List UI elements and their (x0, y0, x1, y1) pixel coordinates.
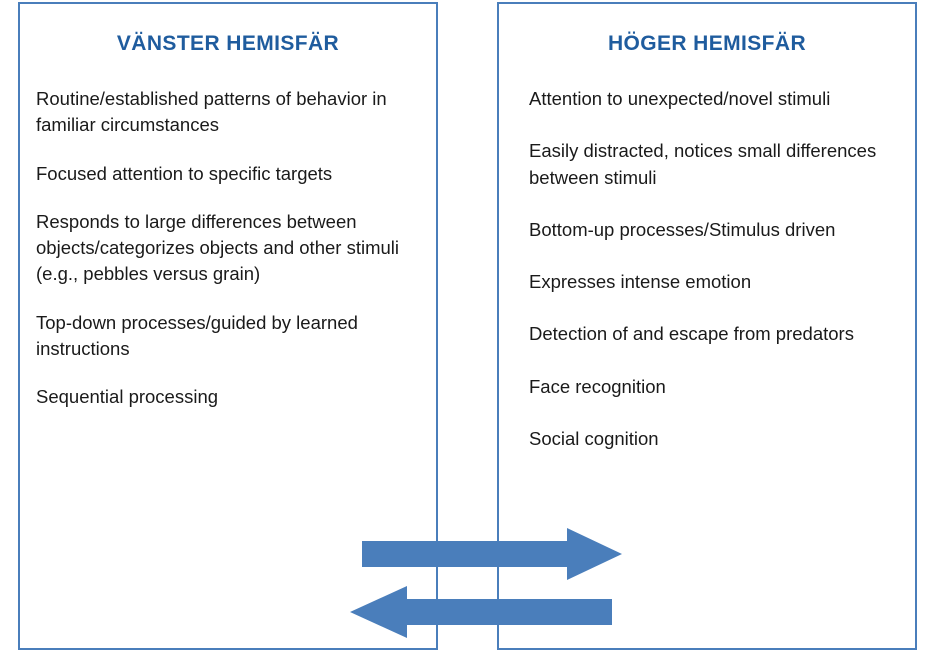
list-item: Face recognition (529, 375, 666, 397)
list-item: Routine/established patterns of behavior in familiar circumstances (36, 88, 387, 136)
left-panel-item-list (20, 86, 436, 410)
list-item: Detection of and escape from predators (529, 323, 854, 345)
right-panel-title: HÖGER HEMISFÄR (607, 32, 807, 55)
list-item: Responds to large differences between objects/categorizes objects and other stimuli (e.g., pebbles versus grain) (36, 210, 399, 285)
right-hemisphere-panel (497, 2, 917, 650)
list-item: Focused attention to specific targets (36, 162, 333, 184)
list-item: Expresses intense emotion (529, 271, 752, 293)
list-item: Top-down processes/guided by learned instructions (36, 311, 358, 359)
left-panel-title: VÄNSTER HEMISFÄR (116, 32, 340, 55)
left-hemisphere-panel (18, 2, 438, 650)
list-item: Attention to unexpected/novel stimuli (529, 88, 831, 109)
list-item: Social cognition (529, 427, 659, 449)
list-item: Bottom-up processes/Stimulus driven (529, 218, 836, 240)
list-item: Easily distracted, notices small differences between stimuli (529, 140, 877, 188)
list-item: Sequential processing (36, 386, 219, 408)
right-panel-item-list (499, 86, 915, 452)
